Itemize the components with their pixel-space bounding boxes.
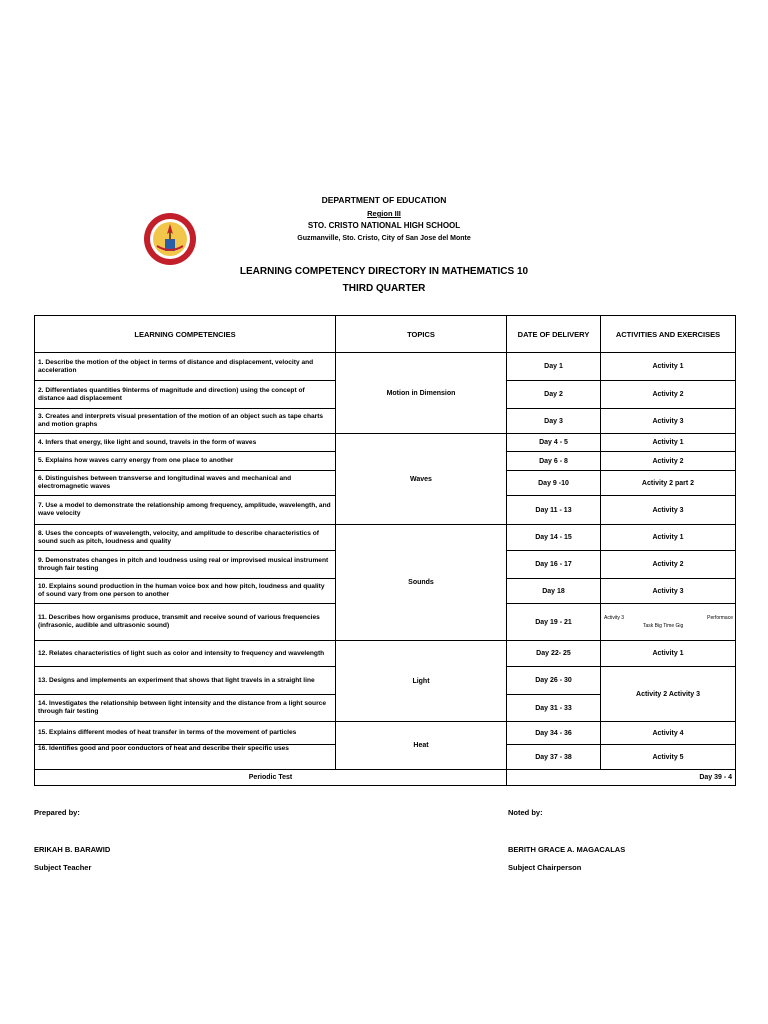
competency-cell: 2. Differentiates quantities 9interms of magnitude and direction) using the concept of distance aad displacement (35, 381, 336, 409)
header-date-of-delivery: DATE OF DELIVERY (507, 316, 601, 353)
day-cell: Day 6 - 8 (507, 452, 601, 471)
activity-cell: Activity 1 (601, 353, 736, 381)
activity-label: Activity 3 (604, 615, 625, 621)
day-cell: Day 31 - 33 (507, 695, 601, 722)
activity-cell: Activity 1 (601, 434, 736, 452)
document-subtitle: THIRD QUARTER (342, 283, 426, 294)
topic-cell: Waves (336, 434, 507, 525)
periodic-test-label: Periodic Test (35, 770, 507, 786)
table-header-row (35, 316, 736, 353)
competency-cell: 3. Creates and interprets visual presentation of the motion of an object such as tape charts and motion graphs (35, 409, 336, 434)
topic-cell: Motion in Dimension (336, 353, 507, 434)
prepared-by-label: Prepared by: (34, 808, 80, 817)
competency-cell: 8. Uses the concepts of wavelength, velocity, and amplitude to describe characteristics of sound such as pitch, loudness and quality (35, 525, 336, 551)
table-row (35, 525, 736, 551)
header-activities: ACTIVITIES AND EXERCISES (601, 316, 736, 353)
performance-label: Performace (707, 615, 733, 621)
activity-cell: Activity 1 (601, 641, 736, 667)
day-cell: Day 18 (507, 579, 601, 604)
activity-cell: Activity 5 (601, 745, 736, 770)
competency-cell: 10. Explains sound production in the human voice box and how pitch, loudness and quality of sound vary from one person to another (35, 579, 336, 604)
noted-by-label: Noted by: (508, 808, 543, 817)
competency-cell: 12. Relates characteristics of light such as color and intensity to frequency and wavelength (35, 641, 336, 667)
department-name: DEPARTMENT OF EDUCATION (321, 195, 447, 205)
day-cell: Day 34 - 36 (507, 722, 601, 745)
day-cell: Day 2 (507, 381, 601, 409)
school-address: Guzmanville, Sto. Cristo, City of San Jose del Monte (297, 235, 471, 242)
topic-cell: Light (336, 641, 507, 722)
activity-cell: Activity 2 (601, 551, 736, 579)
noted-by-name: BERITH GRACE A. MAGACALAS (508, 845, 626, 854)
day-cell: Day 3 (507, 409, 601, 434)
day-cell: Day 4 - 5 (507, 434, 601, 452)
activity-cell: Activity 2 (601, 452, 736, 471)
day-cell: Day 14 - 15 (507, 525, 601, 551)
activity-cell: Activity 3 (601, 579, 736, 604)
periodic-test-day: Day 39 - 4 (507, 770, 736, 786)
day-cell: Day 1 (507, 353, 601, 381)
day-cell: Day 37 - 38 (507, 745, 601, 770)
activity-cell: Activity 2 part 2 (601, 471, 736, 496)
activity-cell: Activity 4 (601, 722, 736, 745)
day-cell: Day 22- 25 (507, 641, 601, 667)
header-topics: TOPICS (336, 316, 507, 353)
competency-cell: 11. Describes how organisms produce, transmit and receive sound of various frequencies (infrasonic, audible and ultrasonic sound) (35, 604, 336, 641)
table-row (35, 641, 736, 667)
activity-cell: Activity 2 (601, 381, 736, 409)
school-name: STO. CRISTO NATIONAL HIGH SCHOOL (307, 221, 461, 230)
day-cell: Day 26 - 30 (507, 667, 601, 695)
activity-cell: Activity 1 (601, 525, 736, 551)
competency-cell: 5. Explains how waves carry energy from one place to another (35, 452, 336, 471)
day-cell: Day 16 - 17 (507, 551, 601, 579)
topic-cell: Sounds (336, 525, 507, 641)
day-cell: Day 11 - 13 (507, 496, 601, 525)
competency-cell: 1. Describe the motion of the object in terms of distance and displacement, velocity and acceleration (35, 353, 336, 381)
task-label: Task Big Time Gig (643, 623, 684, 629)
noted-by-role: Subject Chairperson (508, 863, 582, 872)
competency-cell: 4. Infers that energy, like light and sound, travels in the form of waves (35, 434, 336, 452)
competency-cell: 16. Identifies good and poor conductors of heat and describe their specific uses (35, 745, 336, 770)
competency-cell: 15. Explains different modes of heat transfer in terms of the movement of particles (35, 722, 336, 745)
header-learning-competencies: LEARNING COMPETENCIES (35, 316, 336, 353)
activity-cell: Activity 3 (601, 496, 736, 525)
document-title: LEARNING COMPETENCY DIRECTORY IN MATHEMATICS 10 (239, 266, 529, 277)
periodic-test-row (35, 770, 736, 786)
region-name: Region III (367, 209, 401, 218)
competency-cell: 14. Investigates the relationship between light intensity and the distance from a light source through fair testing (35, 695, 336, 722)
competency-cell: 9. Demonstrates changes in pitch and loudness using real or improvised musical instrument through fair testing (35, 551, 336, 579)
table-row (35, 434, 736, 452)
table-row (35, 722, 736, 745)
prepared-by-role: Subject Teacher (34, 863, 92, 872)
competency-table (34, 315, 736, 786)
activity-cell-performance (601, 604, 736, 641)
competency-cell: 7. Use a model to demonstrate the relationship among frequency, amplitude, wavelength, and wave velocity (35, 496, 336, 525)
activity-cell: Activity 3 (601, 409, 736, 434)
prepared-by-name: ERIKAH B. BARAWID (34, 845, 111, 854)
competency-cell: 6. Distinguishes between transverse and longitudinal waves and mechanical and electromagnetic waves (35, 471, 336, 496)
table-row (35, 353, 736, 381)
activity-cell: Activity 2 Activity 3 (601, 667, 736, 722)
competency-cell: 13. Designs and implements an experiment that shows that light travels in a straight line (35, 667, 336, 695)
topic-cell: Heat (336, 722, 507, 770)
day-cell: Day 19 - 21 (507, 604, 601, 641)
day-cell: Day 9 -10 (507, 471, 601, 496)
